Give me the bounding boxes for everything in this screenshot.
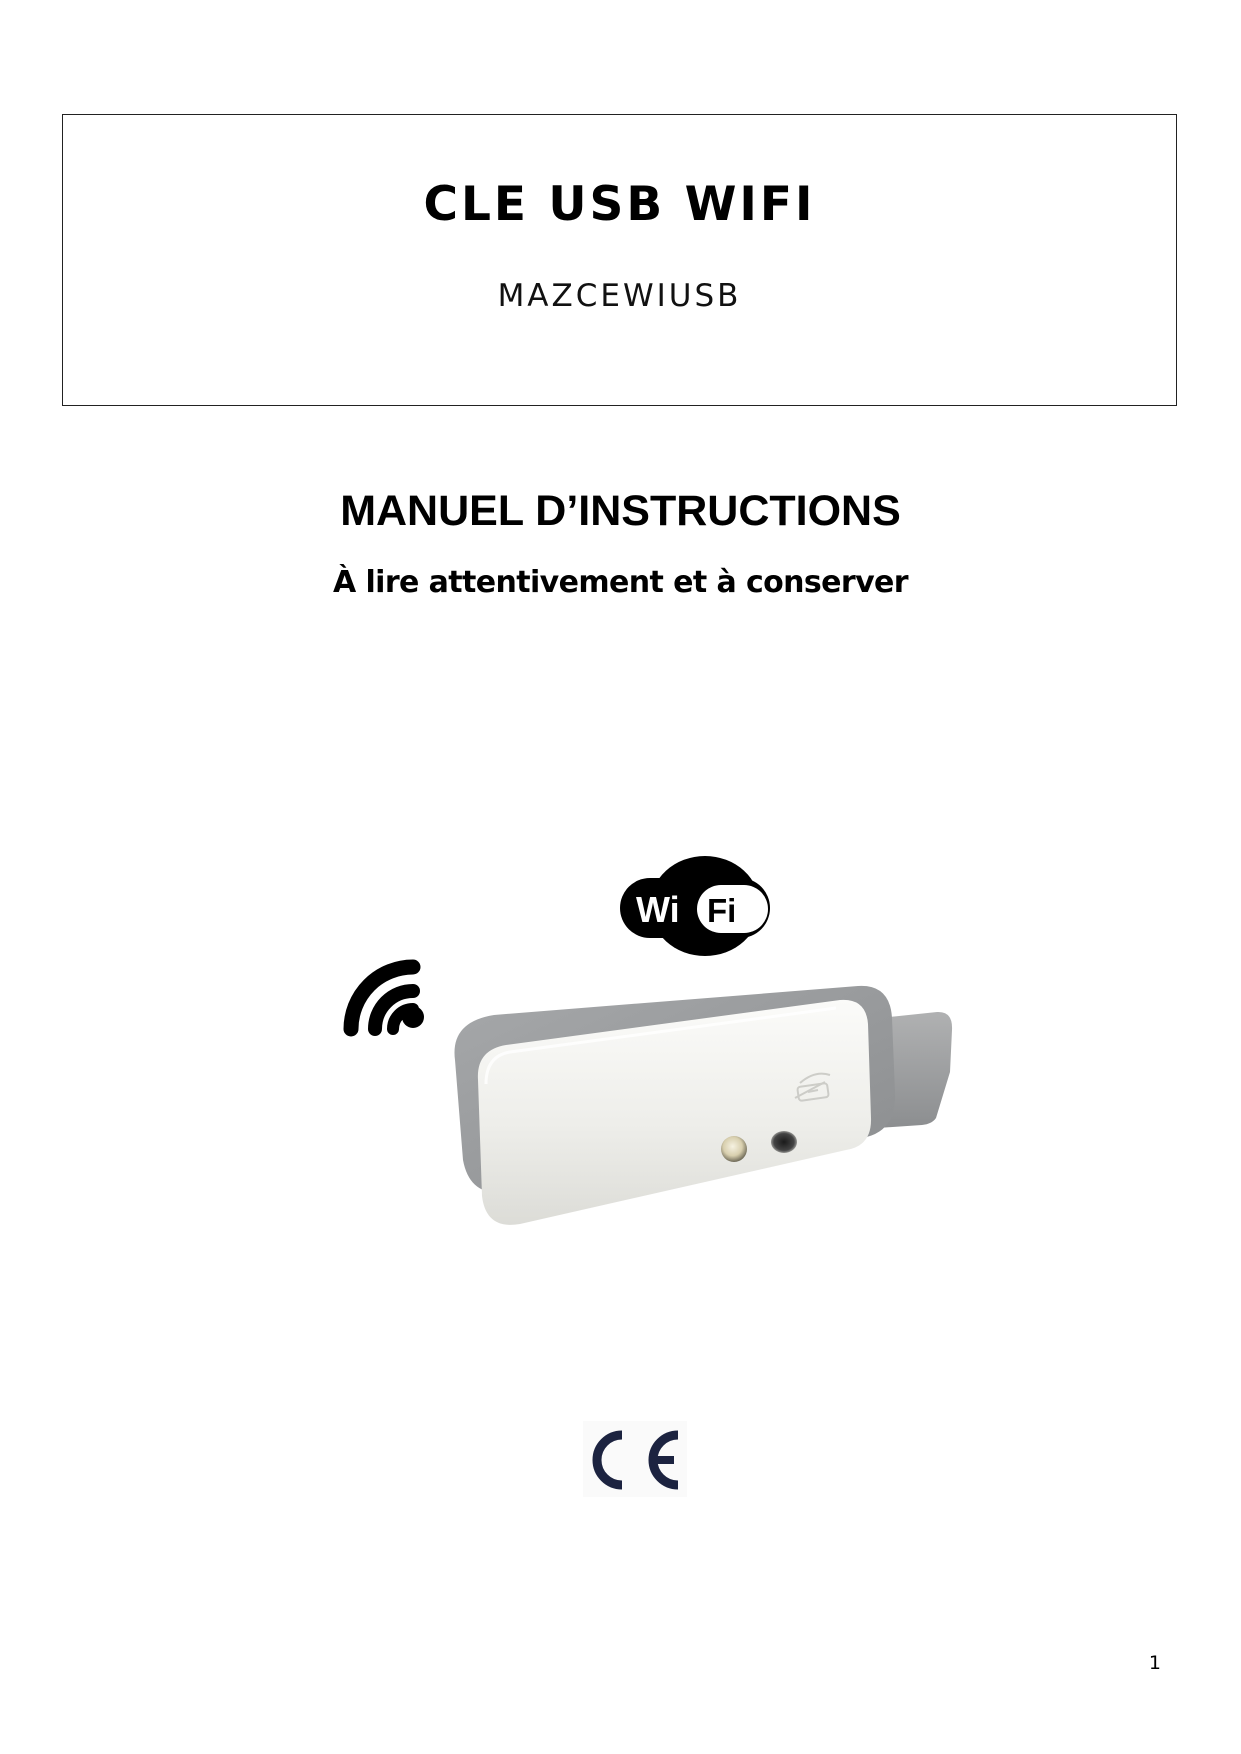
page-number: 1 xyxy=(1148,1652,1161,1674)
svg-text:Fi: Fi xyxy=(707,892,737,929)
wireless-signal-icon xyxy=(351,967,424,1029)
manual-subtitle: À lire attentivement et à conserver xyxy=(333,565,908,600)
usb-wifi-dongle-image xyxy=(454,986,952,1225)
product-reference: MAZCEWIUSB xyxy=(497,278,742,314)
manual-title: MANUEL D’INSTRUCTIONS xyxy=(340,487,901,535)
svg-text:Wi: Wi xyxy=(636,889,680,930)
ce-mark xyxy=(583,1421,687,1497)
product-title: CLE USB WIFI xyxy=(423,177,816,232)
wifi-logo xyxy=(620,856,770,956)
